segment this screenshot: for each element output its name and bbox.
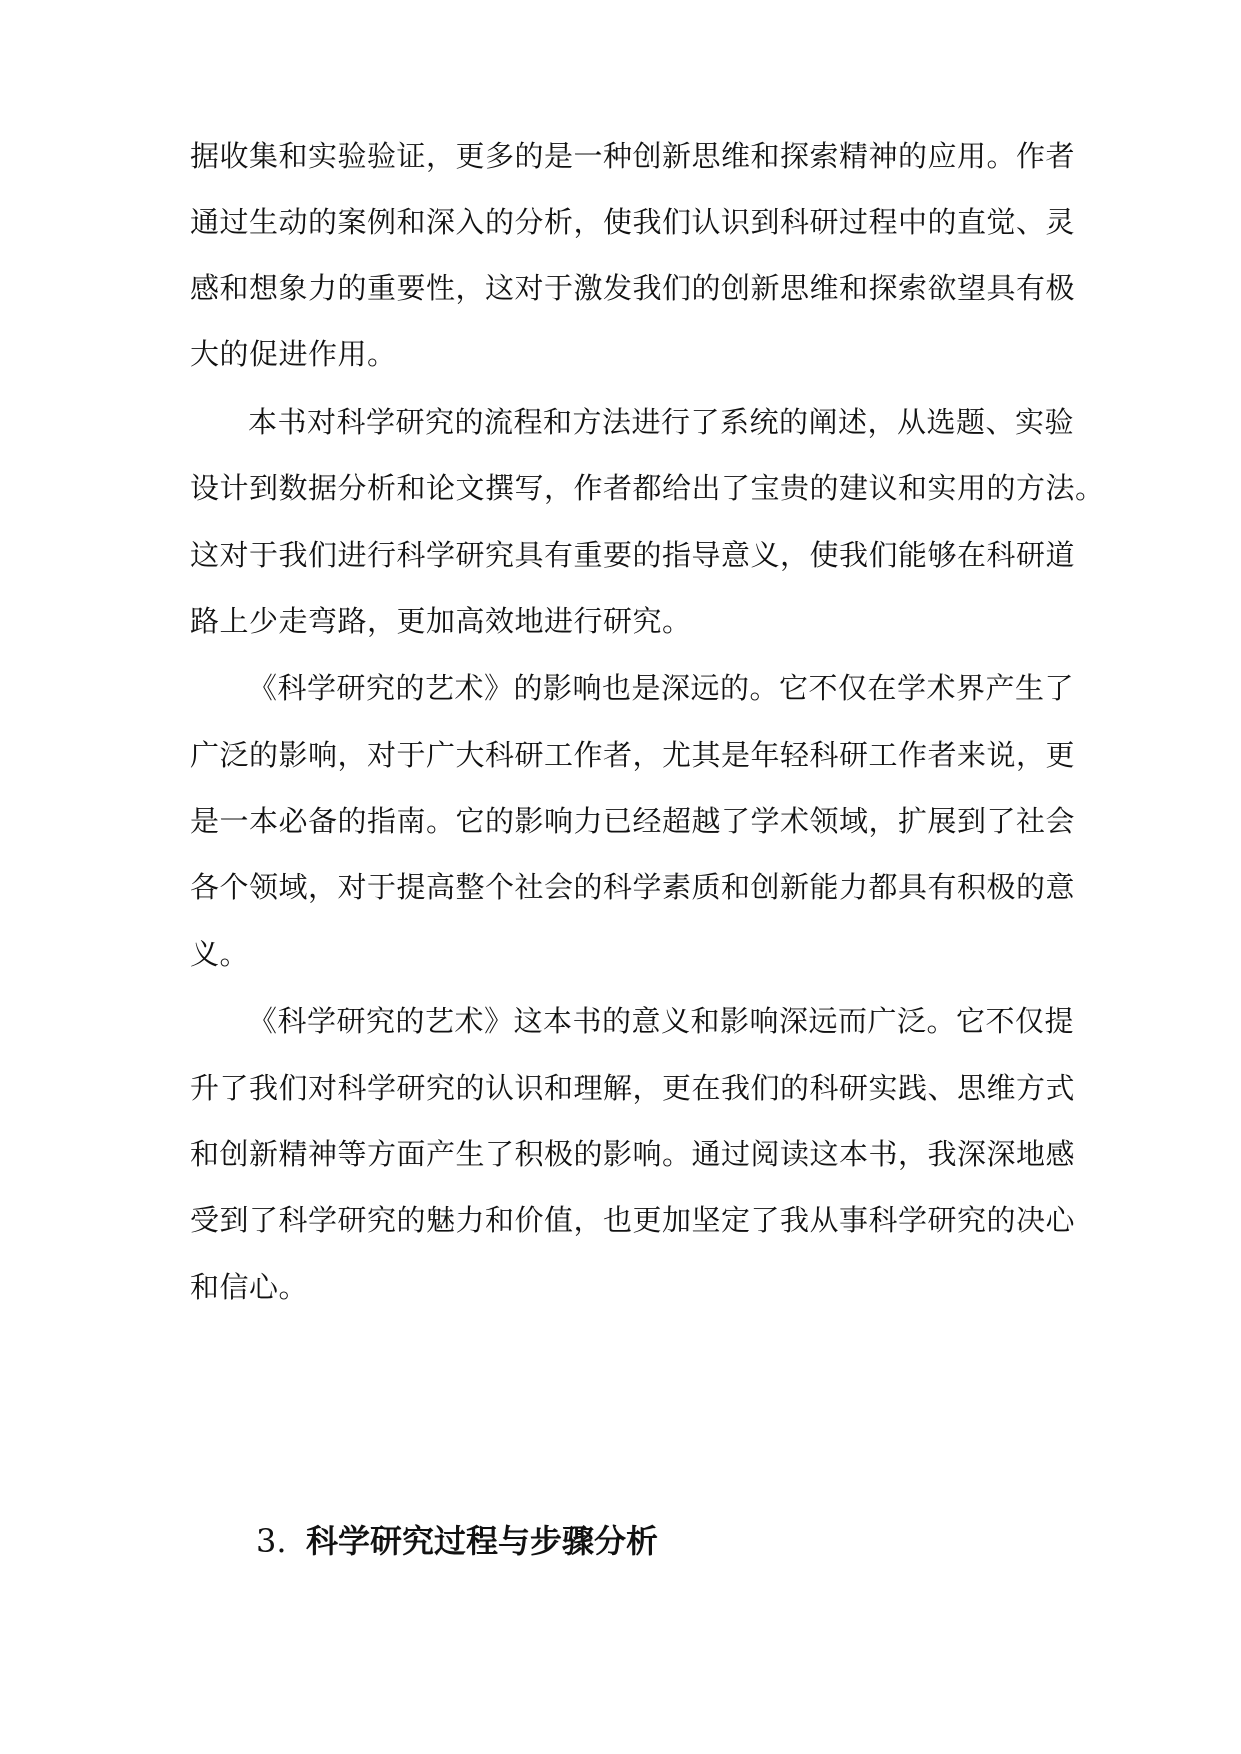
paragraph-1-line-1: 据收集和实验验证，更多的是一种创新思维和探索精神的应用。作者 bbox=[190, 139, 1076, 173]
paragraph-4-line-4: 受到了科学研究的魅力和价值，也更加坚定了我从事科学研究的决心 bbox=[190, 1203, 1076, 1237]
paragraph-3-line-1: 《科学研究的艺术》的影响也是深远的。它不仅在学术界产生了 bbox=[248, 671, 1075, 705]
paragraph-2-line-1: 本书对科学研究的流程和方法进行了系统的阐述，从选题、实验 bbox=[248, 405, 1075, 439]
paragraph-2-line-3: 这对于我们进行科学研究具有重要的指导意义，使我们能够在科研道 bbox=[190, 538, 1076, 572]
paragraph-2-line-2: 设计到数据分析和论文撰写，作者都给出了宝贵的建议和实用的方法。 bbox=[190, 471, 1105, 505]
section-title: 科学研究过程与步骤分析 bbox=[306, 1522, 659, 1560]
paragraph-1-line-4: 大的促进作用。 bbox=[190, 337, 397, 371]
paragraph-1-line-2: 通过生动的案例和深入的分析，使我们认识到科研过程中的直觉、灵 bbox=[190, 205, 1076, 239]
paragraph-4-line-2: 升了我们对科学研究的认识和理解，更在我们的科研实践、思维方式 bbox=[190, 1071, 1076, 1105]
paragraph-4-line-1: 《科学研究的艺术》这本书的意义和影响深远而广泛。它不仅提 bbox=[248, 1004, 1075, 1038]
paragraph-2-line-4: 路上少走弯路，更加高效地进行研究。 bbox=[190, 604, 692, 638]
paragraph-3-line-3: 是一本必备的指南。它的影响力已经超越了学术领域，扩展到了社会 bbox=[190, 804, 1076, 838]
paragraph-3-line-2: 广泛的影响，对于广大科研工作者，尤其是年轻科研工作者来说，更 bbox=[190, 738, 1076, 772]
paragraph-4-line-5: 和信心。 bbox=[190, 1270, 309, 1304]
paragraph-3-line-5: 义。 bbox=[190, 937, 250, 971]
section-heading bbox=[256, 1520, 658, 1562]
section-number: 3. bbox=[256, 1522, 287, 1560]
paragraph-1-line-3: 感和想象力的重要性，这对于激发我们的创新思维和探索欲望具有极 bbox=[190, 271, 1076, 305]
paragraph-4-line-3: 和创新精神等方面产生了积极的影响。通过阅读这本书，我深深地感 bbox=[190, 1137, 1076, 1171]
paragraph-3-line-4: 各个领域，对于提高整个社会的科学素质和创新能力都具有积极的意 bbox=[190, 870, 1076, 904]
